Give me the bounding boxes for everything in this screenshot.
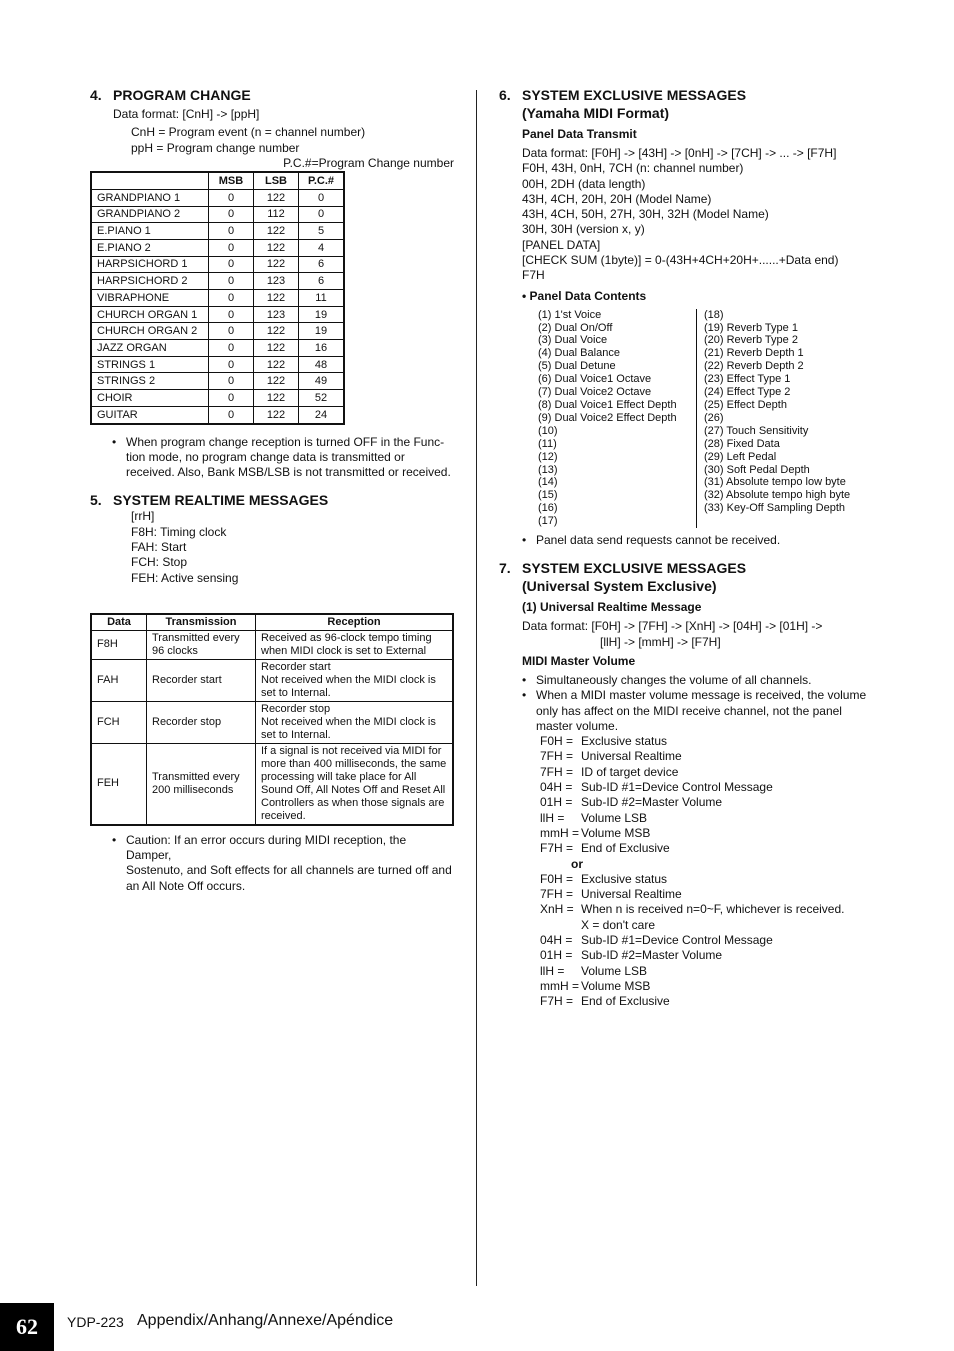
table-cell: 6 xyxy=(299,256,345,273)
cell-line: Not received when the MIDI clock is xyxy=(261,715,436,728)
message-byte-row xyxy=(540,841,869,856)
panel-format-line: Data format: [F0H] -> [43H] -> [0nH] -> [7CH] -> ... -> [F7H] xyxy=(522,146,837,160)
s5-note-line: Sostenuto, and Soft effects for all channels are turned off and xyxy=(126,863,452,878)
table-row xyxy=(91,743,453,825)
byte-code: llH = xyxy=(540,963,565,978)
table-cell: HARPSICHORD 2 xyxy=(91,273,209,290)
byte-code: F7H = xyxy=(540,841,574,856)
table-cell: 122 xyxy=(254,223,299,240)
panel-content-item: (8) Dual Voice1 Effect Depth xyxy=(538,399,677,412)
cell-line: more than 400 milliseconds, the same xyxy=(261,757,447,770)
byte-description: Sub-ID #2=Master Volume xyxy=(581,795,723,810)
panel-contents-left xyxy=(522,309,697,528)
panel-content-item: (30) Soft Pedal Depth xyxy=(704,463,810,476)
panel-format-line: [PANEL DATA] xyxy=(522,237,601,252)
cell-line: set to Internal. xyxy=(261,686,331,699)
table-cell: 0 xyxy=(209,223,254,240)
byte-description: Universal Realtime xyxy=(581,749,682,764)
table-cell: CHURCH ORGAN 1 xyxy=(91,306,209,323)
cell-line: received. xyxy=(261,809,306,822)
cell-line: 96 clocks xyxy=(152,644,198,657)
panel-content-item: (10) xyxy=(538,424,558,437)
table-row xyxy=(91,273,344,290)
panel-content-item: (16) xyxy=(538,502,558,515)
message-byte-row xyxy=(540,872,869,887)
message-byte-row xyxy=(540,795,869,810)
table-cell: 0 xyxy=(209,239,254,256)
table-cell: 122 xyxy=(254,323,299,340)
panel-content-item: (21) Reverb Depth 1 xyxy=(704,347,804,360)
table-cell-data: F8H xyxy=(91,630,147,659)
byte-code: mmH = xyxy=(540,978,579,993)
byte-description: Volume MSB xyxy=(581,978,651,993)
cell-line: Recorder stop xyxy=(152,715,222,728)
table-cell: 6 xyxy=(299,273,345,290)
cell-line: Transmitted every xyxy=(152,631,240,644)
panel-content-item: (29) Left Pedal xyxy=(704,450,777,463)
table-cell: 5 xyxy=(299,223,345,240)
message-byte-row xyxy=(540,734,869,749)
table-cell: 122 xyxy=(254,356,299,373)
byte-description: Volume LSB xyxy=(581,810,648,825)
table-row xyxy=(91,406,344,423)
byte-description: End of Exclusive xyxy=(581,841,670,856)
table-cell-transmission xyxy=(147,701,256,743)
table-cell-reception xyxy=(256,701,454,743)
s7-format-line2: [llH] -> [mmH] -> [F7H] xyxy=(600,634,721,649)
table-cell: 0 xyxy=(209,273,254,290)
panel-contents-right xyxy=(697,309,850,528)
panel-format-line: 30H, 30H (version x, y) xyxy=(522,222,645,237)
table-cell: 48 xyxy=(299,356,345,373)
s5-line: [rrH] xyxy=(131,509,155,524)
cell-line: set to Internal. xyxy=(261,728,331,741)
table-row xyxy=(91,323,344,340)
right-column xyxy=(499,86,869,1010)
s4-cnh-def: CnH = Program event (n = channel number) xyxy=(131,125,366,140)
cell-line: Not received when the MIDI clock is xyxy=(261,673,436,686)
table-cell: JAZZ ORGAN xyxy=(91,340,209,357)
byte-code: 7FH = xyxy=(540,887,574,902)
panel-content-item: (6) Dual Voice1 Octave xyxy=(538,373,652,386)
cell-line: 200 milliseconds xyxy=(152,783,234,796)
panel-content-item: (24) Effect Type 2 xyxy=(704,386,791,399)
byte-code: 01H = xyxy=(540,948,573,963)
cell-line: when MIDI clock is set to External xyxy=(261,644,427,657)
s7-bullet-2-line: master volume. xyxy=(536,718,619,733)
table-cell: 0 xyxy=(209,256,254,273)
message-byte-row xyxy=(540,780,869,795)
s4-note-line: received. Also, Bank MSB/LSB is not transmitted or received. xyxy=(126,465,451,480)
table-cell: 122 xyxy=(254,406,299,423)
panel-content-item: (12) xyxy=(538,450,558,463)
panel-content-item: (2) Dual On/Off xyxy=(538,321,613,334)
s4-note xyxy=(112,435,454,481)
table-cell: 0 xyxy=(299,189,345,206)
table-cell: CHOIR xyxy=(91,390,209,407)
panel-format-line: F7H xyxy=(522,268,545,283)
table-cell: 52 xyxy=(299,390,345,407)
s7-bullet-2-line: • When a MIDI master volume message is received, the volume xyxy=(536,688,867,703)
table-cell: 112 xyxy=(254,206,299,223)
column-divider xyxy=(476,90,477,1286)
table-row xyxy=(91,630,453,659)
table-cell: 0 xyxy=(209,206,254,223)
table-header: MSB xyxy=(209,172,254,189)
panel-content-item: (25) Effect Depth xyxy=(704,399,787,412)
table-cell: 0 xyxy=(209,406,254,423)
byte-code: F7H = xyxy=(540,994,574,1009)
table-cell: 122 xyxy=(254,290,299,307)
s6-note: • Panel data send requests cannot be received. xyxy=(522,533,869,548)
s4-pph-def: ppH = Program change number xyxy=(131,140,300,155)
panel-content-item: (13) xyxy=(538,463,558,476)
table-row xyxy=(91,340,344,357)
s7-bullet-1: • Simultaneously changes the volume of all channels. xyxy=(522,673,869,688)
byte-code: 01H = xyxy=(540,795,573,810)
table-cell: 0 xyxy=(209,306,254,323)
byte-description: End of Exclusive xyxy=(581,994,670,1009)
footer-title: Appendix/Anhang/Annexe/Apéndice xyxy=(137,1312,394,1329)
cell-line: Sound Off, All Notes Off and Reset All xyxy=(261,783,446,796)
table-cell: 16 xyxy=(299,340,345,357)
byte-code: 04H = xyxy=(540,780,573,795)
s4-note-line: • When program change reception is turned OFF in the Func- xyxy=(126,434,445,449)
realtime-messages-table xyxy=(90,613,454,826)
section-6-heading: 6. SYSTEM EXCLUSIVE MESSAGES xyxy=(499,87,747,103)
table-cell: 24 xyxy=(299,406,345,423)
byte-description: ID of target device xyxy=(581,764,679,779)
message-byte-row xyxy=(540,887,869,902)
cell-line: Received as 96-clock tempo timing xyxy=(261,631,432,644)
byte-description: Sub-ID #1=Device Control Message xyxy=(581,780,773,795)
panel-content-item: (11) xyxy=(538,437,557,450)
panel-content-item: (3) Dual Voice xyxy=(538,334,608,347)
table-cell-reception xyxy=(256,743,454,825)
table-cell: 122 xyxy=(254,373,299,390)
table-cell: 123 xyxy=(254,273,299,290)
table-header: LSB xyxy=(254,172,299,189)
message-byte-row xyxy=(540,765,869,780)
message-byte-row xyxy=(540,979,869,994)
table-cell: 0 xyxy=(209,356,254,373)
table-cell-transmission xyxy=(147,630,256,659)
panel-content-item: (33) Key-Off Sampling Depth xyxy=(704,502,846,515)
table-row xyxy=(91,290,344,307)
panel-content-item: (9) Dual Voice2 Effect Depth xyxy=(538,411,677,424)
table-header xyxy=(91,172,209,189)
table-cell: 0 xyxy=(209,390,254,407)
s5-note-line: • Caution: If an error occurs during MIDI reception, the Damper, xyxy=(126,832,407,863)
s5-note-line: an All Note Off occurs. xyxy=(126,878,246,893)
table-cell: 122 xyxy=(254,189,299,206)
table-cell-transmission xyxy=(147,743,256,825)
table-cell-reception xyxy=(256,659,454,701)
table-header-row xyxy=(91,614,453,631)
page-number: 62 xyxy=(0,1303,54,1351)
panel-data-contents-title: • Panel Data Contents xyxy=(522,288,647,303)
table-cell: E.PIANO 1 xyxy=(91,223,209,240)
byte-description: Volume MSB xyxy=(581,825,651,840)
message-byte-row xyxy=(540,994,869,1009)
table-cell: GRANDPIANO 2 xyxy=(91,206,209,223)
byte-code: 7FH = xyxy=(540,764,574,779)
table-cell-reception xyxy=(256,630,454,659)
byte-code: F0H = xyxy=(540,871,574,886)
table-row xyxy=(91,306,344,323)
panel-content-item: (27) Touch Sensitivity xyxy=(704,424,809,437)
section-5-heading: 5. SYSTEM REALTIME MESSAGES xyxy=(90,492,329,509)
panel-format-line: 00H, 2DH (data length) xyxy=(522,176,646,191)
message-byte-row xyxy=(540,933,869,948)
byte-code: mmH = xyxy=(540,825,579,840)
cell-line: Recorder start xyxy=(152,673,222,686)
byte-description: Volume LSB xyxy=(581,963,648,978)
message-byte-row xyxy=(540,918,869,933)
panel-format-line: [CHECK SUM (1byte)] = 0-(43H+4CH+20H+......+Data end) xyxy=(522,253,839,268)
table-row xyxy=(91,223,344,240)
byte-description: Sub-ID #2=Master Volume xyxy=(581,948,723,963)
table-row xyxy=(91,256,344,273)
s7-format-line1: Data format: [F0H] -> [7FH] -> [XnH] -> [04H] -> [01H] -> xyxy=(522,619,823,634)
panel-format-line: F0H, 43H, 0nH, 7CH (n: channel number) xyxy=(522,161,744,176)
table-header: Transmission xyxy=(147,614,256,631)
s5-line: FAH: Start xyxy=(131,539,187,554)
table-cell: 0 xyxy=(209,340,254,357)
table-cell: 4 xyxy=(299,239,345,256)
s4-data-format: Data format: [CnH] -> [ppH] xyxy=(113,107,260,121)
table-cell-data: FAH xyxy=(91,659,147,701)
or-separator: or xyxy=(571,856,583,871)
cell-line: Controllers as when those signals are xyxy=(261,796,445,809)
table-cell: 0 xyxy=(209,323,254,340)
section-4-heading: 4. PROGRAM CHANGE xyxy=(90,87,251,103)
table-cell-data: FEH xyxy=(91,743,147,825)
panel-content-item: (18) xyxy=(704,308,724,321)
table-cell: GUITAR xyxy=(91,406,209,423)
byte-description: X = don't care xyxy=(581,917,656,932)
table-cell: VIBRAPHONE xyxy=(91,290,209,307)
table-cell-transmission xyxy=(147,659,256,701)
table-row xyxy=(91,206,344,223)
table-cell: 123 xyxy=(254,306,299,323)
byte-code xyxy=(540,918,581,933)
table-cell: STRINGS 2 xyxy=(91,373,209,390)
table-cell: 0 xyxy=(299,206,345,223)
byte-code: 7FH = xyxy=(540,749,574,764)
table-cell: 0 xyxy=(209,189,254,206)
s7-bullet-2-line: only has affect on the MIDI receive channel, not the panel xyxy=(536,703,842,718)
panel-content-item: (23) Effect Type 1 xyxy=(704,373,791,386)
panel-content-item: (4) Dual Balance xyxy=(538,347,620,360)
cell-line: processing will take place for All xyxy=(261,770,417,783)
table-row xyxy=(91,356,344,373)
panel-content-item: (7) Dual Voice2 Octave xyxy=(538,386,652,399)
s5-line: F8H: Timing clock xyxy=(131,524,227,539)
table-header: P.C.# xyxy=(299,172,345,189)
byte-description: Universal Realtime xyxy=(581,887,682,902)
table-cell: 19 xyxy=(299,323,345,340)
byte-code: 04H = xyxy=(540,933,573,948)
s4-pc-note: P.C.#=Program Change number xyxy=(283,155,454,170)
panel-content-item: (19) Reverb Type 1 xyxy=(704,321,798,334)
panel-data-transmit-title: Panel Data Transmit xyxy=(522,127,637,141)
table-row xyxy=(91,701,453,743)
table-cell: HARPSICHORD 1 xyxy=(91,256,209,273)
s5-line: FEH: Active sensing xyxy=(131,570,239,585)
table-cell: 122 xyxy=(254,390,299,407)
byte-description: When n is received n=0~F, whichever is received. xyxy=(581,902,845,917)
table-cell: CHURCH ORGAN 2 xyxy=(91,323,209,340)
byte-description: Exclusive status xyxy=(581,734,668,749)
panel-data-contents xyxy=(499,309,869,528)
byte-code: F0H = xyxy=(540,734,574,749)
s5-caution-note xyxy=(112,833,454,894)
byte-description: Exclusive status xyxy=(581,871,668,886)
cell-line: Recorder stop xyxy=(261,702,331,715)
message-byte-row xyxy=(540,811,869,826)
midi-master-volume-title: MIDI Master Volume xyxy=(522,653,636,668)
table-header: Data xyxy=(91,614,147,631)
message-byte-row xyxy=(540,749,869,764)
s7-bullet-2 xyxy=(522,688,869,734)
byte-code: XnH = xyxy=(540,902,574,917)
panel-content-item: (5) Dual Detune xyxy=(538,360,616,373)
cell-line: Transmitted every xyxy=(152,770,240,783)
table-cell: 49 xyxy=(299,373,345,390)
panel-content-item: (15) xyxy=(538,489,558,502)
table-cell: GRANDPIANO 1 xyxy=(91,189,209,206)
left-column xyxy=(90,86,454,894)
panel-content-item: (26) xyxy=(704,411,724,424)
panel-format-line: 43H, 4CH, 50H, 27H, 30H, 32H (Model Name) xyxy=(522,207,769,222)
panel-format-line: 43H, 4CH, 20H, 20H (Model Name) xyxy=(522,191,712,206)
table-cell: 0 xyxy=(209,373,254,390)
table-row xyxy=(91,189,344,206)
footer-model-name: YDP-223 xyxy=(67,1314,124,1330)
message-byte-row xyxy=(540,964,869,979)
table-header: Reception xyxy=(256,614,454,631)
table-row xyxy=(91,239,344,256)
panel-content-item: (22) Reverb Depth 2 xyxy=(704,360,804,373)
panel-content-item: (14) xyxy=(538,476,558,489)
table-row xyxy=(91,390,344,407)
message-byte-row xyxy=(540,948,869,963)
cell-line: Recorder start xyxy=(261,660,331,673)
table-row xyxy=(91,659,453,701)
program-change-table xyxy=(90,171,345,424)
s5-line: FCH: Stop xyxy=(131,555,188,570)
message-byte-row xyxy=(540,826,869,841)
table-cell: 122 xyxy=(254,340,299,357)
panel-content-item: (32) Absolute tempo high byte xyxy=(704,489,851,502)
table-cell-data: FCH xyxy=(91,701,147,743)
table-row xyxy=(91,373,344,390)
panel-content-item: (17) xyxy=(538,515,558,528)
table-cell: 122 xyxy=(254,239,299,256)
message-byte-row xyxy=(540,902,869,917)
table-cell: E.PIANO 2 xyxy=(91,239,209,256)
table-header-row xyxy=(91,172,344,189)
table-cell: 122 xyxy=(254,256,299,273)
section-7-heading: 7. SYSTEM EXCLUSIVE MESSAGES xyxy=(499,560,747,577)
byte-code: llH = xyxy=(540,810,565,825)
panel-content-item: (28) Fixed Data xyxy=(704,437,780,450)
table-cell: 0 xyxy=(209,290,254,307)
table-cell: 11 xyxy=(299,290,345,307)
panel-content-item: (31) Absolute tempo low byte xyxy=(704,476,846,489)
universal-realtime-title: (1) Universal Realtime Message xyxy=(522,600,702,615)
table-cell: STRINGS 1 xyxy=(91,356,209,373)
section-7-subheading: (Universal System Exclusive) xyxy=(522,578,717,595)
s4-note-line: tion mode, no program change data is transmitted or xyxy=(126,449,405,464)
panel-content-item: (20) Reverb Type 2 xyxy=(704,334,798,347)
table-cell: 19 xyxy=(299,306,345,323)
panel-content-item: (1) 1'st Voice xyxy=(538,308,602,321)
section-6-subheading: (Yamaha MIDI Format) xyxy=(522,105,670,121)
cell-line: If a signal is not received via MIDI for xyxy=(261,744,442,757)
byte-description: Sub-ID #1=Device Control Message xyxy=(581,933,773,948)
